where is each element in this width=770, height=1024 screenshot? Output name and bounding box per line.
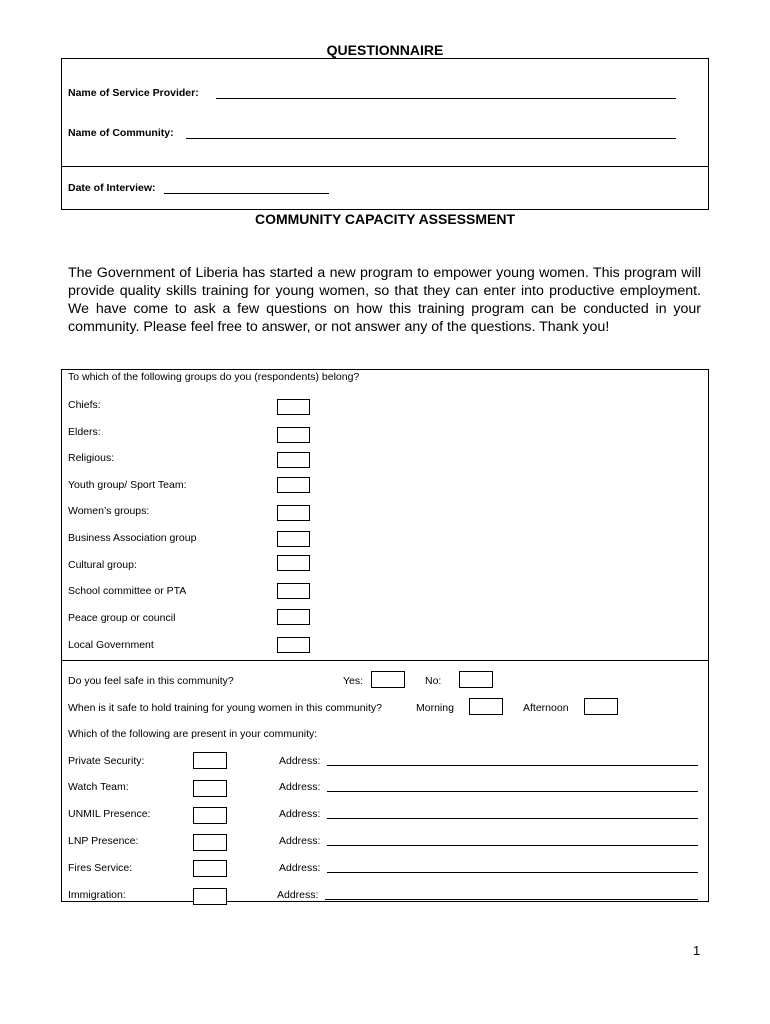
address-field-fires-service[interactable] bbox=[327, 872, 698, 873]
group-label-chiefs: Chiefs: bbox=[68, 399, 101, 411]
present-checkbox-unmil[interactable] bbox=[193, 807, 227, 824]
group-label-womens: Women’s groups: bbox=[68, 505, 150, 517]
present-label-immigration: Immigration: bbox=[68, 889, 126, 901]
morning-label: Morning bbox=[416, 702, 454, 714]
yes-checkbox[interactable] bbox=[371, 671, 405, 688]
present-checkbox-watch-team[interactable] bbox=[193, 780, 227, 797]
group-label-school: School committee or PTA bbox=[68, 585, 187, 597]
yes-label: Yes: bbox=[343, 675, 364, 687]
group-label-youth: Youth group/ Sport Team: bbox=[68, 479, 187, 491]
group-checkbox-elders[interactable] bbox=[277, 427, 310, 443]
date-label: Date of Interview: bbox=[68, 182, 156, 194]
present-checkbox-lnp[interactable] bbox=[193, 834, 227, 851]
groups-question: To which of the following groups do you (respondents) belong? bbox=[68, 371, 360, 383]
group-checkbox-business[interactable] bbox=[277, 531, 310, 547]
group-checkbox-youth[interactable] bbox=[277, 477, 310, 493]
present-label-unmil: UNMIL Presence: bbox=[68, 808, 151, 820]
present-label-private-security: Private Security: bbox=[68, 755, 145, 767]
page-number: 1 bbox=[693, 943, 701, 958]
afternoon-label: Afternoon bbox=[523, 702, 569, 714]
address-field-immigration[interactable] bbox=[325, 899, 698, 900]
group-checkbox-cultural[interactable] bbox=[277, 555, 310, 571]
address-label-immigration: Address: bbox=[277, 889, 319, 901]
group-label-business: Business Association group bbox=[68, 532, 197, 544]
community-label: Name of Community: bbox=[68, 127, 174, 139]
address-field-lnp[interactable] bbox=[327, 845, 698, 846]
present-label-lnp: LNP Presence: bbox=[68, 835, 139, 847]
address-label-lnp: Address: bbox=[279, 835, 321, 847]
questionnaire-title: QUESTIONNAIRE bbox=[326, 42, 444, 58]
safety-question: Do you feel safe in this community? bbox=[68, 675, 234, 687]
community-field[interactable] bbox=[186, 138, 676, 139]
address-field-watch-team[interactable] bbox=[327, 791, 698, 792]
address-field-unmil[interactable] bbox=[327, 818, 698, 819]
group-checkbox-religious[interactable] bbox=[277, 452, 310, 468]
present-label-fires-service: Fires Service: bbox=[68, 862, 133, 874]
no-label: No: bbox=[425, 675, 442, 687]
present-label-watch-team: Watch Team: bbox=[68, 781, 129, 793]
present-checkbox-fires-service[interactable] bbox=[193, 860, 227, 877]
provider-info-box bbox=[61, 58, 709, 167]
address-label-watch-team: Address: bbox=[279, 781, 321, 793]
group-label-local-government: Local Government bbox=[68, 639, 154, 651]
present-question: Which of the following are present in your community: bbox=[68, 728, 318, 740]
service-provider-label: Name of Service Provider: bbox=[68, 87, 199, 99]
address-label-fires-service: Address: bbox=[279, 862, 321, 874]
present-checkbox-immigration[interactable] bbox=[193, 888, 227, 905]
group-checkbox-womens[interactable] bbox=[277, 505, 310, 521]
intro-paragraph: The Government of Liberia has started a new program to empower young women. This program will provide quality skills training for young women, so that they can enter into productive employment. We have come to ask a few questions on how this training program can be conducted in your community. Please feel free to answer, or not answer any of the questions. Thank you! bbox=[68, 265, 701, 335]
assessment-title: COMMUNITY CAPACITY ASSESSMENT bbox=[254, 211, 516, 227]
training-time-question: When is it safe to hold training for young women in this community? bbox=[68, 702, 382, 714]
group-label-elders: Elders: bbox=[68, 426, 101, 438]
group-label-cultural: Cultural group: bbox=[68, 559, 137, 571]
address-label-private-security: Address: bbox=[279, 755, 321, 767]
date-field[interactable] bbox=[164, 193, 329, 194]
afternoon-checkbox[interactable] bbox=[584, 698, 618, 715]
date-info-box bbox=[61, 166, 709, 210]
group-label-peace: Peace group or council bbox=[68, 612, 176, 624]
present-checkbox-private-security[interactable] bbox=[193, 752, 227, 769]
group-checkbox-local-government[interactable] bbox=[277, 637, 310, 653]
group-checkbox-school[interactable] bbox=[277, 583, 310, 599]
morning-checkbox[interactable] bbox=[469, 698, 503, 715]
group-checkbox-peace[interactable] bbox=[277, 609, 310, 625]
group-label-religious: Religious: bbox=[68, 452, 115, 464]
no-checkbox[interactable] bbox=[459, 671, 493, 688]
group-checkbox-chiefs[interactable] bbox=[277, 399, 310, 415]
address-field-private-security[interactable] bbox=[327, 765, 698, 766]
service-provider-field[interactable] bbox=[216, 98, 676, 99]
address-label-unmil: Address: bbox=[279, 808, 321, 820]
safety-section bbox=[61, 660, 709, 902]
